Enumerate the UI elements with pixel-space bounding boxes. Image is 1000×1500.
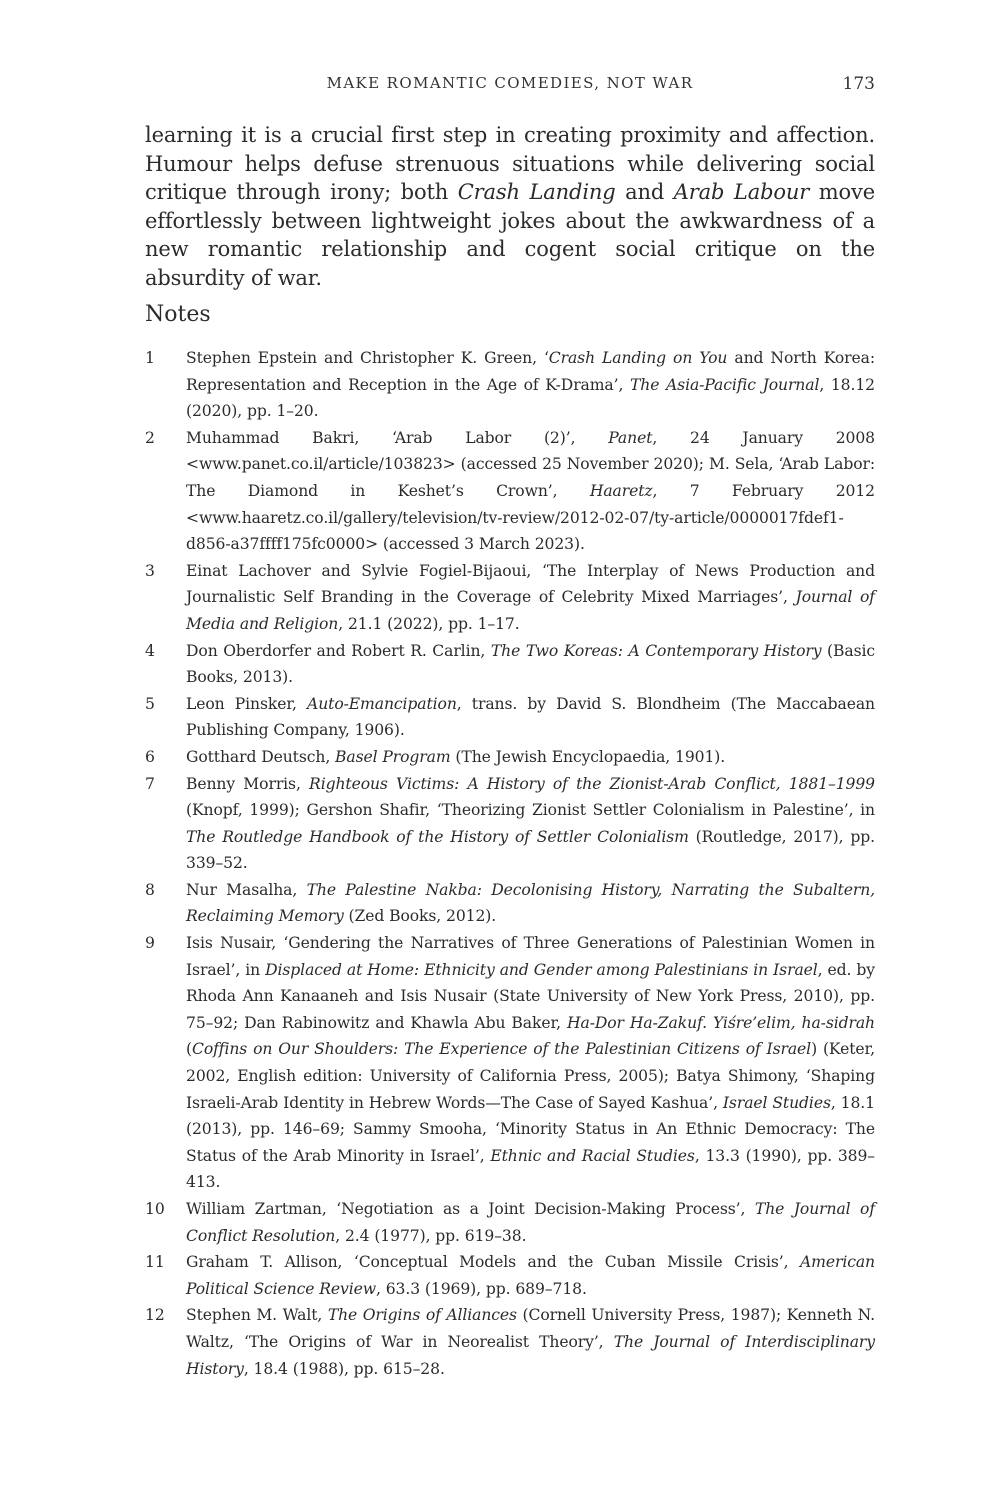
- note-item: [145, 1302, 875, 1382]
- note-italic: The Journal of Interdisciplinary History: [186, 1332, 875, 1378]
- note-italic: Crash Landing on You: [548, 349, 728, 367]
- note-italic: The Journal of Conflict Resolution: [186, 1200, 875, 1245]
- note-italic: Panet: [608, 428, 653, 447]
- note-number: 4: [145, 641, 155, 660]
- note-number: 7: [145, 774, 155, 793]
- note-text: Graham T. Allison, ‘Conceptual Models and the Cuban Missile Crisis’,: [186, 1253, 800, 1272]
- note-italic: The Palestine Nakba: Decolonising History, Narrating the Subaltern, Reclaiming Memory: [186, 880, 876, 926]
- note-italic: Auto-Emancipation: [307, 694, 457, 713]
- note-text: , 13.3 (1990), pp. 389–413.: [186, 1146, 875, 1192]
- note-text: Isis Nusair, ‘Gendering the Narratives of Three Generations of Palestinian Women in Israel’, in: [186, 934, 875, 979]
- note-italic: Ethnic and Racial Studies: [490, 1146, 695, 1165]
- note-italic: The Asia-Pacific Journal: [629, 375, 820, 394]
- note-italic: The Routledge Handbook of the History of Settler Colonialism: [186, 827, 689, 846]
- note-text: , 24 January 2008 <www.panet.co.il/article/103823> (accessed 25 November 2020); M. Sela, ‘Arab Labor: The Diamond in Keshet’s Crown’,: [186, 428, 875, 500]
- note-text: , trans. by David S. Blondheim (The Maccabaean Publishing Company, 1906).: [186, 694, 875, 740]
- note-italic: Coffins on Our Shoulders: The Experience of the Palestinian Citizens of Israel: [191, 1040, 812, 1059]
- note-italic: Israel Studies: [722, 1093, 831, 1112]
- note-item: [145, 691, 875, 744]
- running-head: [145, 74, 875, 98]
- notes-list: [145, 345, 875, 1382]
- note-item: [145, 744, 875, 771]
- note-number: 10: [145, 1200, 165, 1218]
- note-item: [145, 930, 875, 1196]
- note-item: [145, 425, 875, 558]
- body-text-segment: move effortlessly between lightweight jokes about the awkwardness of a new romantic relationship and cogent social critique on the absurdity of war.: [145, 180, 875, 290]
- note-italic: Ha-Dor Ha-Zakuf. Yiśre’elim, ha-sidrah: [567, 1013, 875, 1032]
- note-number: 6: [145, 747, 155, 766]
- note-italic: Haaretz: [589, 481, 653, 500]
- note-italic: Displaced at Home: Ethnicity and Gender among Palestinians in Israel: [265, 960, 818, 979]
- note-italic: The Two Koreas: A Contemporary History: [490, 641, 822, 660]
- note-text: , ed. by Rhoda Ann Kanaaneh and Isis Nusair (State University of New York Press, 2010), pp. 75–92; Dan Rabinowitz and Khawla Abu Baker,: [186, 960, 875, 1032]
- note-number: 12: [145, 1306, 165, 1325]
- note-italic: Basel Program: [335, 747, 451, 766]
- note-text: , 18.1 (2013), pp. 146–69; Sammy Smooha, ‘Minority Status in An Ethnic Democracy: The Status of the Arab Minority in Israel’,: [186, 1093, 875, 1165]
- note-number: 9: [145, 934, 155, 953]
- note-text: Benny Morris,: [186, 774, 310, 793]
- note-text: (Knopf, 1999); Gershon Shafir, ‘Theorizing Zionist Settler Colonialism in Palestine’, in: [186, 801, 875, 820]
- note-text: Gotthard Deutsch,: [186, 747, 336, 766]
- note-text: Don Oberdorfer and Robert R. Carlin,: [186, 641, 491, 660]
- note-text: , 7 February 2012 <www.haaretz.co.il/gallery/television/tv-review/2012-02-07/ty-article/0000017fdef1-d856-a37ffff175fc0000> (accessed 3 March 2023).: [186, 481, 876, 554]
- note-text: (Routledge, 2017), pp. 339–52.: [186, 827, 875, 873]
- body-text-segment: and: [615, 180, 674, 204]
- note-item: [145, 1249, 875, 1302]
- body-paragraph: [145, 121, 875, 292]
- note-text: Stephen M. Walt,: [186, 1306, 328, 1325]
- page-number: 173: [842, 74, 875, 94]
- running-title: MAKE ROMANTIC COMEDIES, NOT WAR: [326, 74, 694, 92]
- note-text: Leon Pinsker,: [186, 694, 308, 713]
- note-italic: The Origins of Alliances: [327, 1306, 517, 1325]
- note-text: Einat Lachover and Sylvie Fogiel-Bijaoui, ‘The Interplay of News Production and Journalistic Self Branding in the Coverage of Celebrity Mixed Marriages’,: [186, 561, 875, 607]
- note-item: [145, 638, 875, 691]
- note-number: 11: [145, 1253, 165, 1272]
- note-item: [145, 771, 875, 877]
- note-text: (The Jewish Encyclopaedia, 1901).: [450, 747, 726, 766]
- note-text: , 18.12 (2020), pp. 1–20.: [186, 375, 875, 421]
- note-number: 3: [145, 561, 155, 580]
- note-text: (: [186, 1040, 192, 1059]
- note-text: Stephen Epstein and Christopher K. Green, ‘: [186, 349, 549, 367]
- note-text: Muhammad Bakri, ‘Arab Labor (2)’,: [186, 428, 609, 447]
- body-italic-title: Crash Landing: [457, 180, 616, 204]
- note-italic: Journal of Media and Religion: [186, 588, 875, 633]
- note-number: 1: [145, 349, 155, 367]
- note-italic: American Political Science Review: [186, 1253, 875, 1298]
- body-text-segment: learning it is a crucial first step in creating proximity and affection. Humour helps defuse strenuous situations while delivering social critique through irony; both: [145, 123, 875, 204]
- note-item: [145, 558, 875, 638]
- note-text: (Basic Books, 2013).: [186, 641, 875, 687]
- note-text: ) (Keter, 2002, English edition: University of California Press, 2005); Batya Shimony, ‘Shaping Israeli-Arab Identity in Hebrew Words—The Case of Sayed Kashua’,: [186, 1040, 875, 1112]
- note-text: William Zartman, ‘Negotiation as a Joint Decision-Making Process’,: [186, 1200, 755, 1218]
- note-number: 8: [145, 880, 155, 899]
- note-number: 2: [145, 428, 155, 447]
- note-text: , 21.1 (2022), pp. 1–17.: [338, 614, 520, 633]
- note-item: [145, 1196, 875, 1249]
- note-text: (Cornell University Press, 1987); Kenneth N. Waltz, ‘The Origins of War in Neorealist Theory’,: [186, 1306, 875, 1351]
- note-text: , 18.4 (1988), pp. 615–28.: [243, 1359, 445, 1378]
- note-number: 5: [145, 694, 155, 713]
- note-text: (Zed Books, 2012).: [343, 907, 497, 926]
- note-italic: Righteous Victims: A History of the Zionist-Arab Conflict, 1881–1999: [309, 774, 875, 793]
- note-text: and North Korea: Representation and Reception in the Age of K-Drama’,: [186, 349, 875, 394]
- note-text: Nur Masalha,: [186, 880, 307, 899]
- note-item: [145, 345, 875, 425]
- note-text: , 63.3 (1969), pp. 689–718.: [376, 1279, 587, 1298]
- note-item: [145, 877, 875, 930]
- body-italic-title: Arab Labour: [673, 180, 810, 204]
- note-text: , 2.4 (1977), pp. 619–38.: [335, 1226, 527, 1245]
- notes-heading: Notes: [145, 302, 211, 327]
